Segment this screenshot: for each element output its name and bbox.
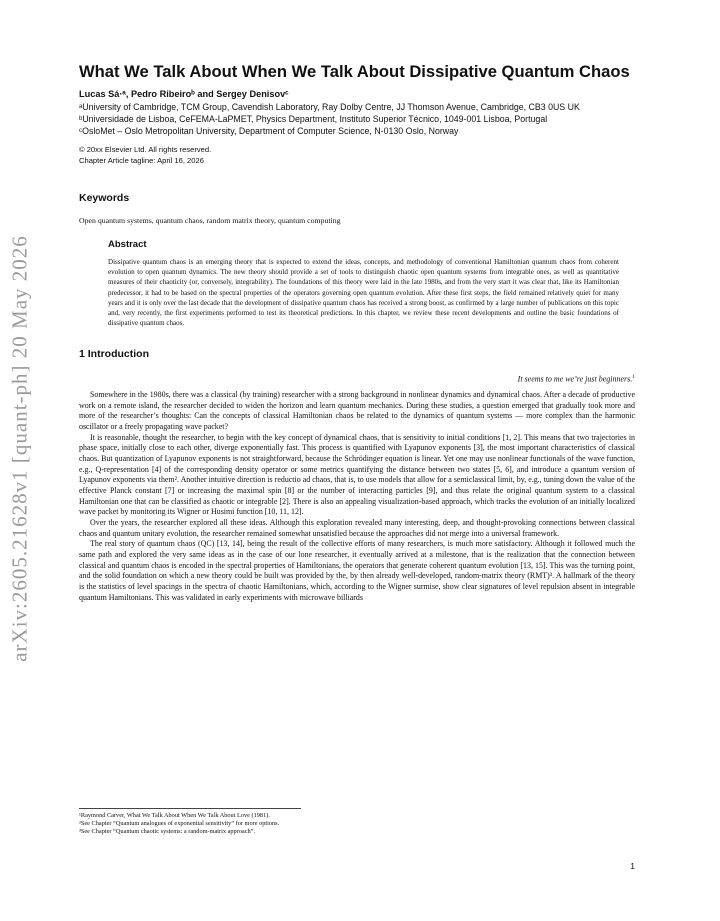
footnote-2: ²See Chapter “Quantum analogues of exponential sensitivity” for more options.	[79, 820, 280, 828]
footnote-3: ³See Chapter “Quantum chaotic systems: a random-matrix approach”.	[79, 828, 256, 836]
page-number: 1	[630, 861, 635, 871]
keywords-heading: Keywords	[79, 192, 130, 204]
body-paragraph: Somewhere in the 1980s, there was a classical (by training) researcher with a strong background in nonlinear dynamics and dynamical chaos. After a decade of productive work on a remote island, the researcher decided to widen the horizon and learn quantum mechanics. During these studies, a question emerged that gradually took more and more of the researcher’s thoughts: Can the concepts of classical Hamiltonian chaos be related to the dynamics of quantum systems — more complex than the harmonic oscillator or a freely propagating wave packet?	[79, 390, 635, 432]
arxiv-watermark: arXiv:2605.21628v1 [quant-ph] 20 May 2026	[7, 235, 32, 662]
footnote-1: ¹Raymond Carver, What We Talk About When We Talk About Love (1981).	[79, 812, 270, 819]
section-heading-introduction: 1 Introduction	[79, 348, 149, 361]
paper-title: What We Talk About When We Talk About Dissipative Quantum Chaos	[79, 62, 630, 81]
epigraph-quote	[79, 374, 635, 384]
footnote-divider	[79, 808, 301, 809]
abstract-section	[108, 239, 619, 328]
body-paragraph: Over the years, the researcher explored all these ideas. Although this exploration revealed many interesting, deep, and thought-provoking connections between classical chaos and quantum unitary evolution, the researcher remained somewhat unsatisfied because the approaches did not merge into a universal framework.	[79, 517, 635, 538]
abstract-body: Dissipative quantum chaos is an emerging theory that is expected to extend the ideas, concepts, and methodology of conventional Hamiltonian quantum chaos from coherent evolution to open quantum dynamics. The new theory should provide a set of tools to distinguish chaotic open quantum systems from integrable ones, as well as quantitative measures of their chaoticity (or, conversely, integrability). The foundations of this theory were laid in the late 1980s, and from the very start it was clear that, like its Hamiltonian predecessor, it had to be based on the spectral properties of the operators governing open quantum evolution. After these first steps, the field remained relatively quiet for many years and it is only over the last decade that the development of dissipative quantum chaos has received a strong boost, as confirmed by a large number of publications on this topic and, very recently, the first experiments performed to test its theoretical predictions. In this chapter, we review these recent developments and outline the basic foundations of dissipative quantum chaos.	[108, 258, 619, 328]
body-paragraph: It is reasonable, thought the researcher, to begin with the key concept of dynamical chaos, that is sensitivity to initial conditions [1, 2]. This means that two trajectories in phase space, initially close to each other, diverge exponentially fast. This process is quantified with Lyapunov exponents [3], the most important characteristics of classical chaos. But quantization of Lyapunov exponents is not straightforward, because the Schrödinger equation is linear. Yet one may use nonlinear functionals of the wave function, e.g., Q-representation [4] of the corresponding density operator or some metrics quantifying the distance between two states [5, 6], and introduce a quantum version of Lyapunov exponents via them². Another intuitive direction is reductio ad chaos, that is, to use models that allow for a semiclassical limit, by, e.g., tuning down the value of the effective Planck constant [7] or increasing the maximal spin [8] or the number of interacting particles [9], and thus relate the original quantum system to a classical Hamiltonian one that can be classified as chaotic or integrable [2]. There is also an appealing visualization-based approach, which tracks the evolution of an initially localized wave packet by monitoring its Wigner or Husimi function [10, 11, 12].	[79, 432, 635, 517]
paper-content	[79, 62, 635, 603]
affiliation-c: ᶜOsloMet – Oslo Metropolitan University, Department of Computer Science, N-0130 Oslo, Norway	[79, 126, 459, 136]
abstract-heading: Abstract	[108, 239, 147, 250]
epigraph-footnote-mark: 1	[632, 374, 635, 381]
chapter-tagline: Chapter Article tagline: April 16, 2026	[79, 156, 204, 165]
epigraph-text: It seems to me we’re just beginners.	[517, 375, 633, 385]
copyright-notice: © 20xx Elsevier Ltd. All rights reserved.	[79, 145, 212, 154]
footnotes-section	[79, 808, 635, 837]
author-list: Lucas Sá·ᵃ, Pedro Ribeiroᵇ and Sergey Denisovᶜ	[79, 89, 289, 99]
affiliation-a: ᵃUniversity of Cambridge, TCM Group, Cavendish Laboratory, Ray Dolby Centre, JJ Thomson Avenue, Cambridge, CB3 0US UK	[79, 102, 580, 112]
body-paragraph: The real story of quantum chaos (QC) [13, 14], being the result of the collective efforts of many researchers, is much more satisfactory. Although it followed much the same path and explored the very same ideas as in the case of our lone researcher, it eventually arrived at a milestone, that is the realization that the connection between classical and quantum chaos is encoded in the spectral properties of Hamiltonians, the operators that generate coherent quantum evolution [13, 15]. This was the turning point, and the solid foundation on which a new theory could be built was provided by the, by then already well-developed, random-matrix theory (RMT)³. A hallmark of the theory is the statistics of level spacings in the spectra of chaotic Hamiltonians, which, according to the Wigner surmise, show clear signatures of level repulsion absent in integrable quantum Hamiltonians. This was validated in early experiments with microwave billiards	[79, 539, 635, 602]
affiliation-b: ᵇUniversidade de Lisboa, CeFEMA-LaPMET, Physics Department, Instituto Superior Técnico, 1049-001 Lisboa, Portugal	[79, 114, 548, 124]
keywords-list: Open quantum systems, quantum chaos, random matrix theory, quantum computing	[79, 216, 341, 225]
